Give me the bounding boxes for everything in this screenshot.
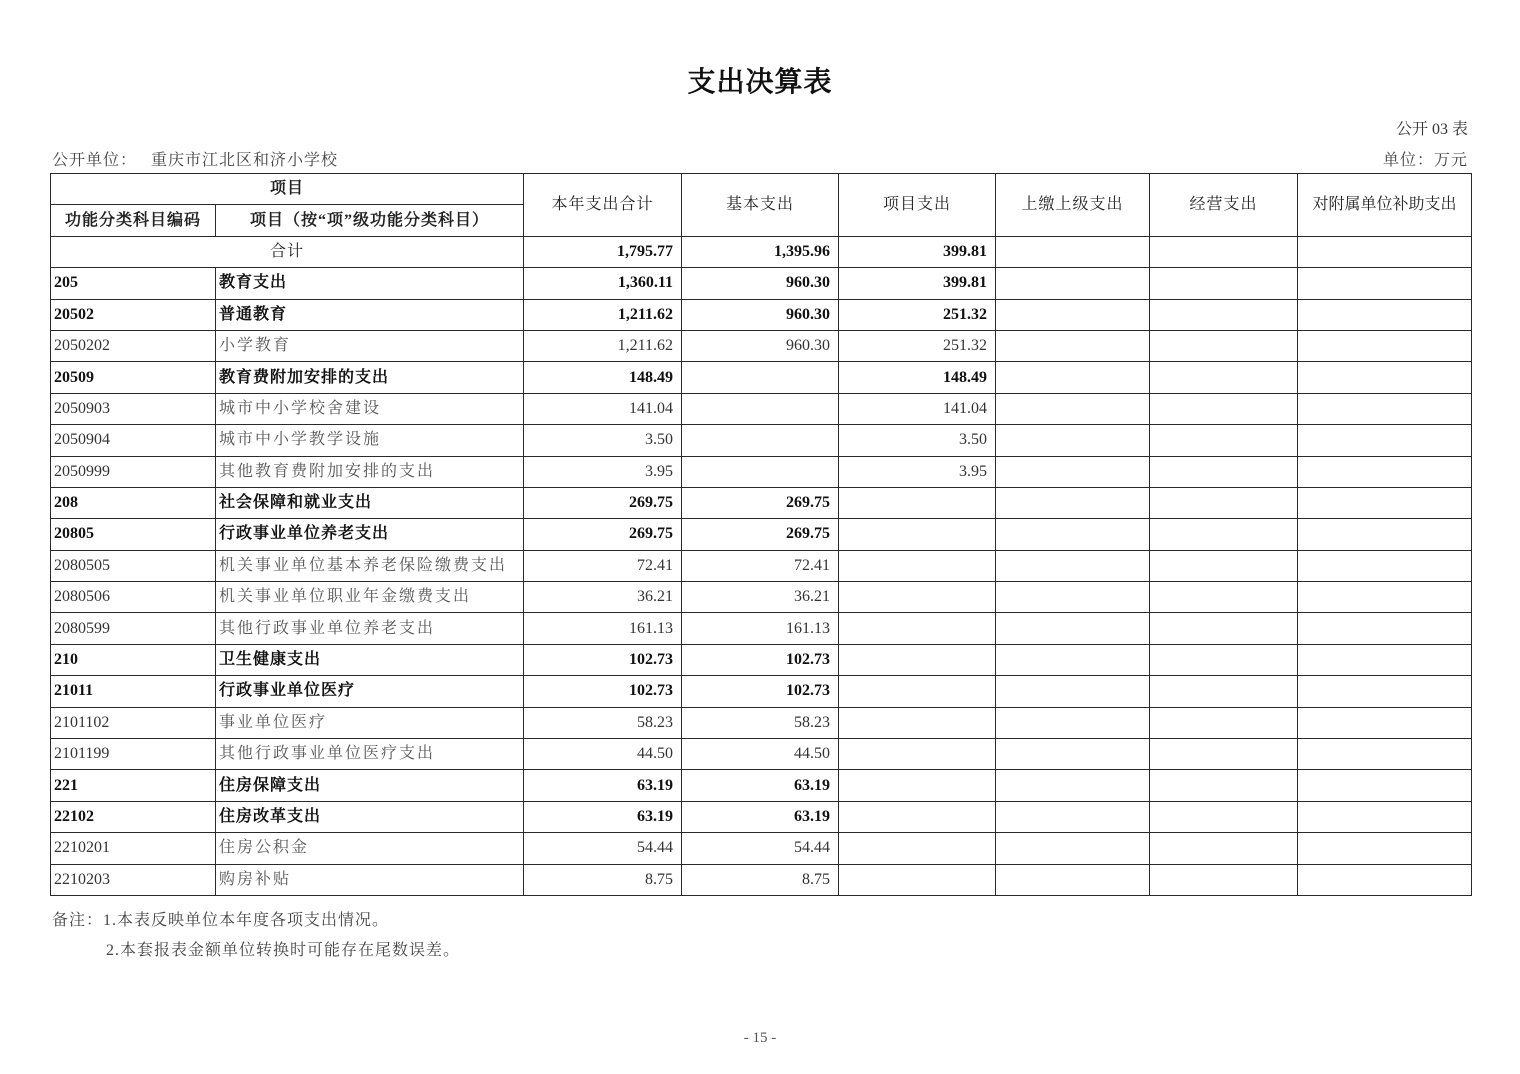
subsidy-cell	[1298, 550, 1472, 581]
upper-cell	[996, 330, 1150, 361]
total-cell: 269.75	[524, 487, 682, 518]
basic-cell: 44.50	[682, 739, 839, 770]
upper-cell	[996, 833, 1150, 864]
project-cell	[839, 487, 996, 518]
name-cell: 购房补贴	[216, 864, 524, 895]
table-row	[51, 550, 1472, 581]
name-cell: 住房保障支出	[216, 770, 524, 801]
upper-cell	[996, 268, 1150, 299]
upper-cell	[996, 519, 1150, 550]
name-cell: 城市中小学教学设施	[216, 425, 524, 456]
name-cell: 行政事业单位养老支出	[216, 519, 524, 550]
subsidy-cell	[1298, 362, 1472, 393]
upper-cell	[996, 487, 1150, 518]
summary-operating	[1150, 236, 1298, 267]
notes	[52, 906, 460, 966]
table-row	[51, 613, 1472, 644]
subsidy-cell	[1298, 330, 1472, 361]
note-line-2: 2.本套报表金额单位转换时可能存在尾数误差。	[106, 942, 461, 959]
upper-cell	[996, 613, 1150, 644]
code-cell: 2080506	[51, 582, 216, 613]
header-project: 项目支出	[839, 174, 996, 237]
basic-cell	[682, 362, 839, 393]
upper-cell	[996, 456, 1150, 487]
reporting-unit-label: 公开单位：	[52, 152, 138, 169]
basic-cell: 269.75	[682, 487, 839, 518]
operating-cell	[1150, 456, 1298, 487]
project-cell	[839, 833, 996, 864]
subsidy-cell	[1298, 864, 1472, 895]
project-cell: 399.81	[839, 268, 996, 299]
summary-row	[51, 236, 1472, 267]
table-row	[51, 833, 1472, 864]
upper-cell	[996, 676, 1150, 707]
name-cell: 住房公积金	[216, 833, 524, 864]
table-row	[51, 487, 1472, 518]
code-cell: 2210201	[51, 833, 216, 864]
table-row	[51, 707, 1472, 738]
total-cell: 63.19	[524, 801, 682, 832]
summary-label: 合计	[51, 236, 524, 267]
name-cell: 其他行政事业单位养老支出	[216, 613, 524, 644]
project-cell	[839, 644, 996, 675]
project-cell: 251.32	[839, 299, 996, 330]
name-cell: 小学教育	[216, 330, 524, 361]
operating-cell	[1150, 770, 1298, 801]
name-cell: 卫生健康支出	[216, 644, 524, 675]
project-cell	[839, 613, 996, 644]
table-row	[51, 456, 1472, 487]
note-line-1: 备注：1.本表反映单位本年度各项支出情况。	[52, 912, 390, 929]
subsidy-cell	[1298, 739, 1472, 770]
operating-cell	[1150, 833, 1298, 864]
operating-cell	[1150, 613, 1298, 644]
basic-cell: 960.30	[682, 299, 839, 330]
table-row	[51, 801, 1472, 832]
code-cell: 2050904	[51, 425, 216, 456]
operating-cell	[1150, 739, 1298, 770]
subsidy-cell	[1298, 425, 1472, 456]
name-cell: 教育支出	[216, 268, 524, 299]
project-cell	[839, 676, 996, 707]
code-cell: 210	[51, 644, 216, 675]
total-cell: 72.41	[524, 550, 682, 581]
subsidy-cell	[1298, 613, 1472, 644]
code-cell: 2050903	[51, 393, 216, 424]
basic-cell: 72.41	[682, 550, 839, 581]
table-row	[51, 519, 1472, 550]
basic-cell: 269.75	[682, 519, 839, 550]
operating-cell	[1150, 801, 1298, 832]
basic-cell: 960.30	[682, 268, 839, 299]
header-basic: 基本支出	[682, 174, 839, 237]
operating-cell	[1150, 676, 1298, 707]
operating-cell	[1150, 362, 1298, 393]
project-cell	[839, 801, 996, 832]
operating-cell	[1150, 425, 1298, 456]
operating-cell	[1150, 519, 1298, 550]
table-row	[51, 425, 1472, 456]
code-cell: 2080505	[51, 550, 216, 581]
header-subsidy: 对附属单位补助支出	[1298, 174, 1472, 237]
project-cell	[839, 707, 996, 738]
code-cell: 2080599	[51, 613, 216, 644]
upper-cell	[996, 362, 1150, 393]
header-project-group: 项目	[51, 174, 524, 205]
subsidy-cell	[1298, 393, 1472, 424]
subsidy-cell	[1298, 801, 1472, 832]
project-cell	[839, 864, 996, 895]
subsidy-cell	[1298, 268, 1472, 299]
project-cell	[839, 770, 996, 801]
name-cell: 机关事业单位职业年金缴费支出	[216, 582, 524, 613]
total-cell: 36.21	[524, 582, 682, 613]
project-cell	[839, 739, 996, 770]
total-cell: 54.44	[524, 833, 682, 864]
upper-cell	[996, 425, 1150, 456]
name-cell: 普通教育	[216, 299, 524, 330]
page-title: 支出决算表	[687, 67, 833, 98]
project-cell: 141.04	[839, 393, 996, 424]
summary-subsidy	[1298, 236, 1472, 267]
upper-cell	[996, 644, 1150, 675]
total-cell: 161.13	[524, 613, 682, 644]
basic-cell: 161.13	[682, 613, 839, 644]
table-row	[51, 582, 1472, 613]
code-cell: 20502	[51, 299, 216, 330]
upper-cell	[996, 801, 1150, 832]
project-cell	[839, 550, 996, 581]
upper-cell	[996, 582, 1150, 613]
subsidy-cell	[1298, 644, 1472, 675]
basic-cell: 54.44	[682, 833, 839, 864]
table-row	[51, 770, 1472, 801]
code-cell: 20509	[51, 362, 216, 393]
basic-cell: 63.19	[682, 801, 839, 832]
summary-total: 1,795.77	[524, 236, 682, 267]
project-cell: 3.95	[839, 456, 996, 487]
operating-cell	[1150, 487, 1298, 518]
total-cell: 44.50	[524, 739, 682, 770]
operating-cell	[1150, 268, 1298, 299]
name-cell: 住房改革支出	[216, 801, 524, 832]
project-cell: 148.49	[839, 362, 996, 393]
total-cell: 3.95	[524, 456, 682, 487]
header-row-1	[51, 174, 1472, 205]
operating-cell	[1150, 582, 1298, 613]
name-cell: 其他教育费附加安排的支出	[216, 456, 524, 487]
total-cell: 148.49	[524, 362, 682, 393]
upper-cell	[996, 707, 1150, 738]
summary-upper	[996, 236, 1150, 267]
basic-cell: 102.73	[682, 644, 839, 675]
code-cell: 2101102	[51, 707, 216, 738]
upper-cell	[996, 299, 1150, 330]
total-cell: 102.73	[524, 644, 682, 675]
reporting-unit-name: 重庆市江北区和济小学校	[151, 152, 339, 169]
basic-cell: 102.73	[682, 676, 839, 707]
basic-cell: 8.75	[682, 864, 839, 895]
basic-cell: 36.21	[682, 582, 839, 613]
header-name: 项目（按“项”级功能分类科目）	[216, 205, 524, 236]
subsidy-cell	[1298, 456, 1472, 487]
basic-cell	[682, 456, 839, 487]
operating-cell	[1150, 550, 1298, 581]
header-code: 功能分类科目编码	[51, 205, 216, 236]
basic-cell	[682, 393, 839, 424]
project-cell: 3.50	[839, 425, 996, 456]
name-cell: 教育费附加安排的支出	[216, 362, 524, 393]
code-cell: 208	[51, 487, 216, 518]
subsidy-cell	[1298, 833, 1472, 864]
upper-cell	[996, 770, 1150, 801]
header-operating: 经营支出	[1150, 174, 1298, 237]
operating-cell	[1150, 864, 1298, 895]
table-row	[51, 864, 1472, 895]
header-total: 本年支出合计	[524, 174, 682, 237]
table-number: 公开 03 表	[1395, 121, 1468, 138]
table-row	[51, 330, 1472, 361]
subsidy-cell	[1298, 299, 1472, 330]
table-row	[51, 268, 1472, 299]
code-cell: 2101199	[51, 739, 216, 770]
basic-cell: 960.30	[682, 330, 839, 361]
total-cell: 63.19	[524, 770, 682, 801]
operating-cell	[1150, 393, 1298, 424]
basic-cell: 63.19	[682, 770, 839, 801]
total-cell: 141.04	[524, 393, 682, 424]
total-cell: 3.50	[524, 425, 682, 456]
code-cell: 20805	[51, 519, 216, 550]
name-cell: 社会保障和就业支出	[216, 487, 524, 518]
upper-cell	[996, 550, 1150, 581]
subsidy-cell	[1298, 519, 1472, 550]
subsidy-cell	[1298, 582, 1472, 613]
basic-cell	[682, 425, 839, 456]
operating-cell	[1150, 330, 1298, 361]
subsidy-cell	[1298, 676, 1472, 707]
subsidy-cell	[1298, 770, 1472, 801]
page-number: - 15 -	[743, 1030, 777, 1046]
table-row	[51, 676, 1472, 707]
name-cell: 城市中小学校舍建设	[216, 393, 524, 424]
project-cell: 251.32	[839, 330, 996, 361]
code-cell: 2050999	[51, 456, 216, 487]
name-cell: 行政事业单位医疗	[216, 676, 524, 707]
summary-basic: 1,395.96	[682, 236, 839, 267]
table-row	[51, 299, 1472, 330]
operating-cell	[1150, 644, 1298, 675]
reporting-unit	[52, 147, 338, 170]
total-cell: 1,211.62	[524, 299, 682, 330]
code-cell: 205	[51, 268, 216, 299]
name-cell: 其他行政事业单位医疗支出	[216, 739, 524, 770]
expenditure-table	[50, 173, 1472, 896]
code-cell: 21011	[51, 676, 216, 707]
upper-cell	[996, 739, 1150, 770]
total-cell: 58.23	[524, 707, 682, 738]
total-cell: 1,211.62	[524, 330, 682, 361]
total-cell: 269.75	[524, 519, 682, 550]
project-cell	[839, 519, 996, 550]
table-row	[51, 393, 1472, 424]
table-row	[51, 644, 1472, 675]
upper-cell	[996, 393, 1150, 424]
code-cell: 221	[51, 770, 216, 801]
name-cell: 机关事业单位基本养老保险缴费支出	[216, 550, 524, 581]
code-cell: 22102	[51, 801, 216, 832]
header-upper: 上缴上级支出	[996, 174, 1150, 237]
code-cell: 2210203	[51, 864, 216, 895]
project-cell	[839, 582, 996, 613]
upper-cell	[996, 864, 1150, 895]
currency-unit: 单位：万元	[1382, 152, 1468, 169]
operating-cell	[1150, 707, 1298, 738]
code-cell: 2050202	[51, 330, 216, 361]
total-cell: 8.75	[524, 864, 682, 895]
table-row	[51, 739, 1472, 770]
subsidy-cell	[1298, 707, 1472, 738]
operating-cell	[1150, 299, 1298, 330]
name-cell: 事业单位医疗	[216, 707, 524, 738]
total-cell: 102.73	[524, 676, 682, 707]
basic-cell: 58.23	[682, 707, 839, 738]
subsidy-cell	[1298, 487, 1472, 518]
summary-project: 399.81	[839, 236, 996, 267]
total-cell: 1,360.11	[524, 268, 682, 299]
table-row	[51, 362, 1472, 393]
